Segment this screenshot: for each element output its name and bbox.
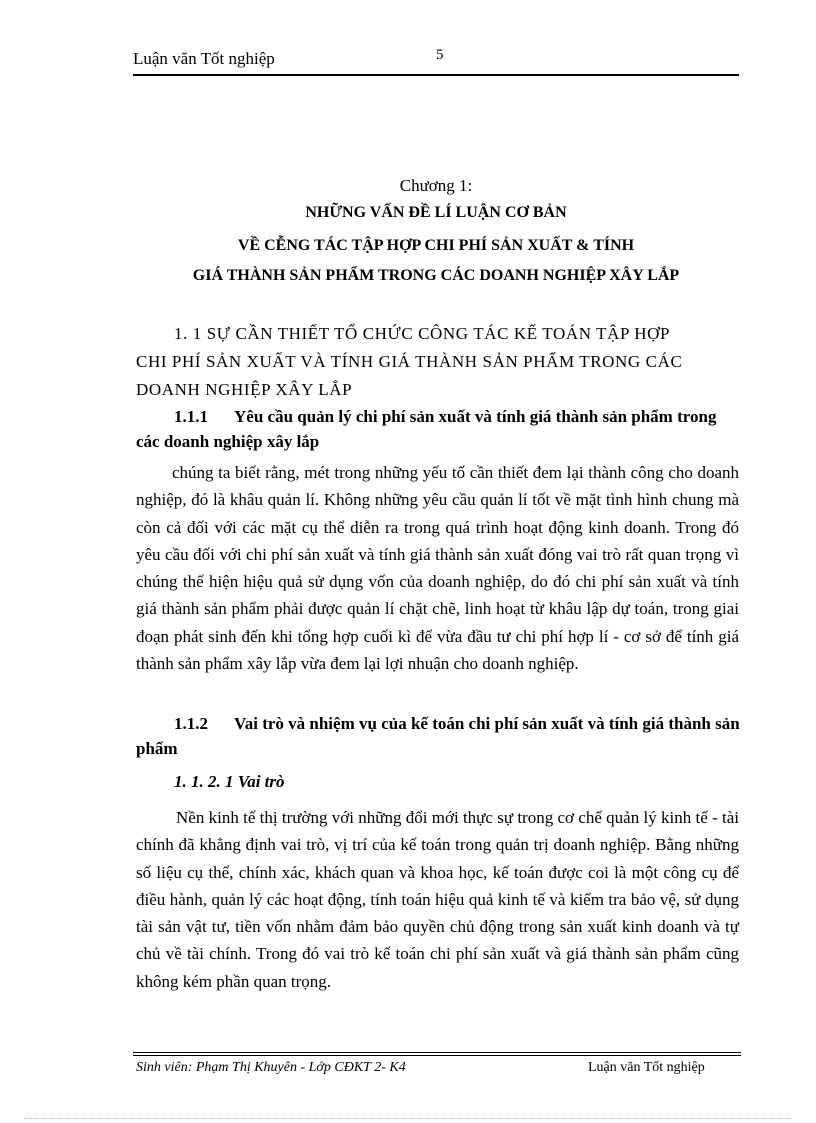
footer-rule bbox=[133, 1055, 741, 1056]
sub-heading-1-1-2-1: 1. 1. 2. 1 Vai trò bbox=[174, 772, 285, 791]
subsection-heading-1-1-2 bbox=[136, 711, 742, 761]
subsection-number: 1.1.2 bbox=[174, 714, 208, 733]
subsection-title: Vai trò và nhiệm vụ của kế toán chi phí sản xuất và tính giá thành sản phẩm bbox=[136, 714, 740, 758]
subsection-title: Yêu cầu quản lý chi phí sản xuất và tính giá thành sản phẩm trong các doanh nghiệp xây lắp bbox=[136, 407, 717, 451]
paragraph-1-1-2-1: Nền kinh tế thị trường với những đổi mới thực sự trong cơ chế quản lý kinh tế - tài chính đã khẳng định vai trò, vị trí của kế toán trong quản trị doanh nghiệp. Bằng những số liệu cụ thể, chính xác, khách quan và khoa học, kế toán được coi là một công cụ để điều hành, quản lý các hoạt động, tính toán hiệu quả kinh tế và kiểm tra bảo vệ, sử dụng tài sản vật tư, tiền vốn nhằm đảm bảo quyền chủ động trong sản xuất kinh doanh và tự chủ về tài chính. Trong đó vai trò kế toán chi phí sản xuất và giá thành sản phẩm cũng không kém phần quan trọng. bbox=[136, 808, 739, 991]
chapter-title-line-2: VỀ CỄNG TÁC TẬP HỢP CHI PHÍ SẢN XUẤT & TÍNH bbox=[237, 237, 635, 254]
page-edge-dots bbox=[24, 1118, 792, 1119]
header-title: Luận văn Tốt nghiệp bbox=[133, 49, 275, 68]
chapter-label: Chương 1: bbox=[399, 176, 473, 195]
paragraph-1-1-1: chúng ta biết rằng, mét trong những yếu tố cần thiết đem lại thành công cho doanh nghiệp, đó là khâu quản lí. Không những yêu cầu quản lí tốt về mặt tình hình chung mà còn cả đối với các mặt cụ thể diễn ra trong quá trình hoạt động kinh doanh. Trong đó yêu cầu đối với chi phí sản xuất và tính giá thành sản xuất đóng vai trò rất quan trọng vì chúng thể hiện hiệu quả sử dụng vốn của doanh nghiệp, do đó chi phí sản xuất và tính giá thành sản phẩm phải được quản lí chặt chẽ, linh hoạt từ khâu lập dự toán, trong giai đoạn phát sinh đến khi tổng hợp cuối kì để vừa đầu tư chi phí hợp lí - cơ sở để tính giá thành sản phẩm xây lắp vừa đem lại lợi nhuận cho doanh nghiệp. bbox=[136, 463, 739, 674]
section-heading-1-1 bbox=[136, 320, 742, 404]
footer-rule bbox=[133, 1052, 741, 1053]
page-header bbox=[133, 44, 739, 76]
section-heading-line: 1. 1 SỰ CẦN THIẾT TỔ CHỨC CÔNG TÁC KẾ TOÁN TẬP HỢP bbox=[174, 324, 671, 343]
footer-title: Luận văn Tốt nghiệp bbox=[588, 1060, 705, 1075]
section-heading-line: DOANH NGHIỆP XÂY LẮP bbox=[136, 380, 353, 399]
chapter-title-line-3: GIÁ THÀNH SẢN PHẨM TRONG CÁC DOANH NGHIỆP XÂY LẮP bbox=[192, 267, 680, 284]
chapter-title-line-1: NHỮNG VẤN ĐỀ LÍ LUẬN CƠ BẢN bbox=[305, 204, 567, 221]
subsection-number: 1.1.1 bbox=[174, 407, 208, 426]
footer-student: Sinh viên: Phạm Thị Khuyên - Lớp CĐKT 2- K4 bbox=[136, 1060, 406, 1075]
section-heading-line: CHI PHÍ SẢN XUẤT VÀ TÍNH GIÁ THÀNH SẢN PHẨM TRONG CÁC bbox=[136, 352, 683, 371]
subsection-heading-1-1-1 bbox=[136, 404, 742, 454]
page-number: 5 bbox=[436, 47, 444, 63]
